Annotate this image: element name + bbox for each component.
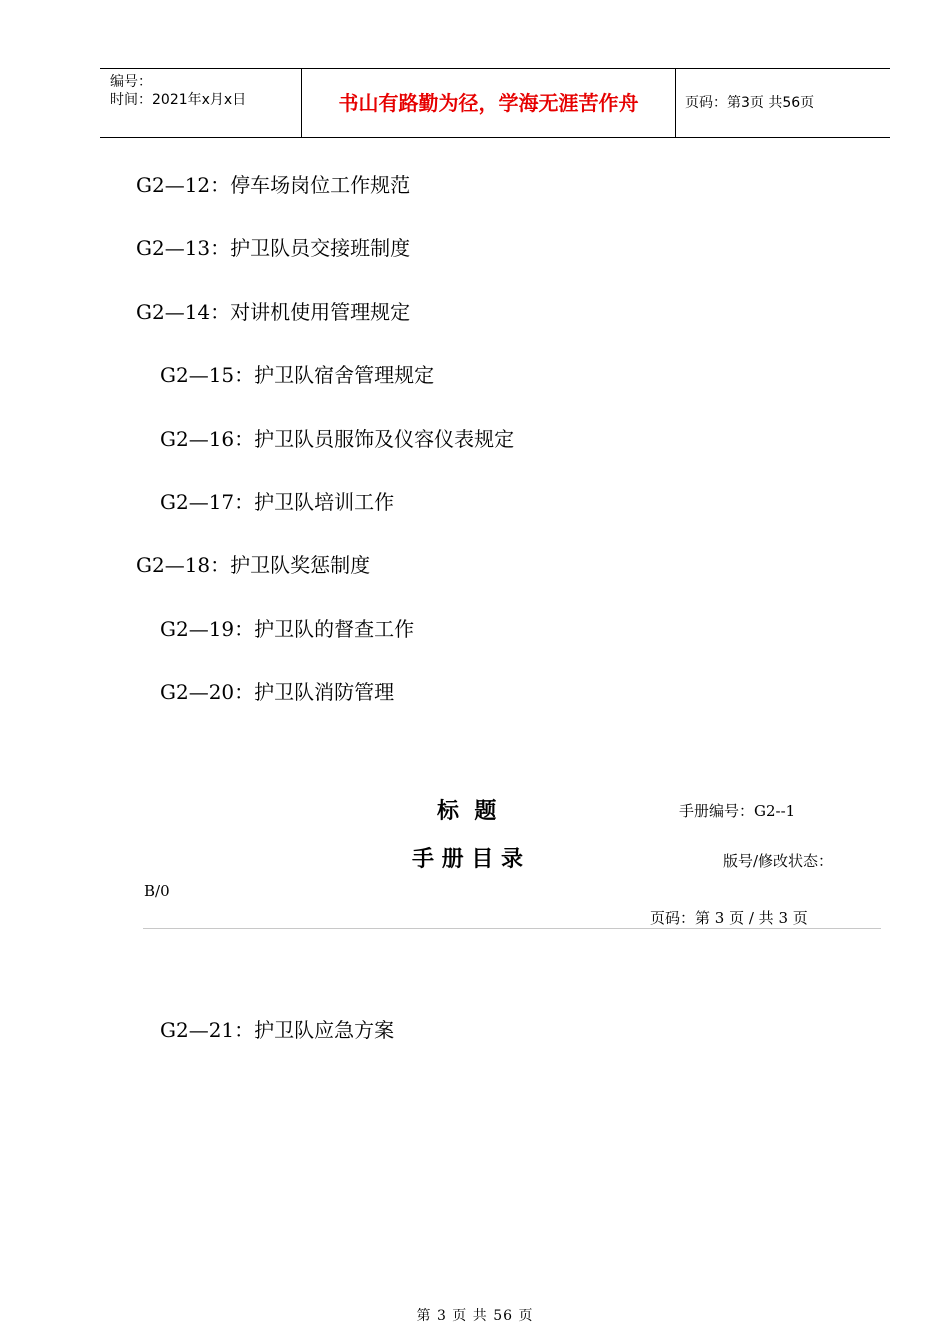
time-label: 时间：2021年x月x日 [110,92,247,108]
toc-entry: G2—17：护卫队培训工作 [160,490,395,514]
toc-entry: G2—21：护卫队应急方案 [160,1018,395,1042]
section-title: 标 题 [437,799,497,824]
header-page-cell [676,69,890,137]
toc-entry: G2—19：护卫队的督查工作 [160,617,415,641]
title-page-info: 页码：第 3 页 / 共 3 页 [650,909,808,927]
toc-entry: G2—18：护卫队奖惩制度 [136,553,371,577]
toc-entry: G2—13：护卫队员交接班制度 [136,236,411,260]
version-value: B/0 [144,882,170,900]
header-motto-cell [302,69,676,137]
manual-number: 手册编号：G2--1 [679,802,796,820]
page-header [100,68,890,138]
version-label: 版号/修改状态： [723,852,834,870]
toc-entry: G2—14：对讲机使用管理规定 [136,300,411,324]
toc-entry: G2—16：护卫队员服饰及仪容仪表规定 [160,427,515,451]
serial-label: 编号： [110,74,152,90]
page-footer: 第 3 页 共 56 页 [416,1308,534,1324]
toc-entry: G2—12：停车场岗位工作规范 [136,173,411,197]
toc-entry: G2—15：护卫队宿舍管理规定 [160,363,435,387]
header-meta-cell [100,69,302,137]
section-subtitle: 手 册 目 录 [412,847,523,872]
header-page-info: 页码：第3页 共56页 [685,95,815,111]
toc-entry: G2—20：护卫队消防管理 [160,680,395,704]
divider-line [143,928,881,929]
motto-text: 书山有路勤为径，学海无涯苦作舟 [338,90,639,115]
